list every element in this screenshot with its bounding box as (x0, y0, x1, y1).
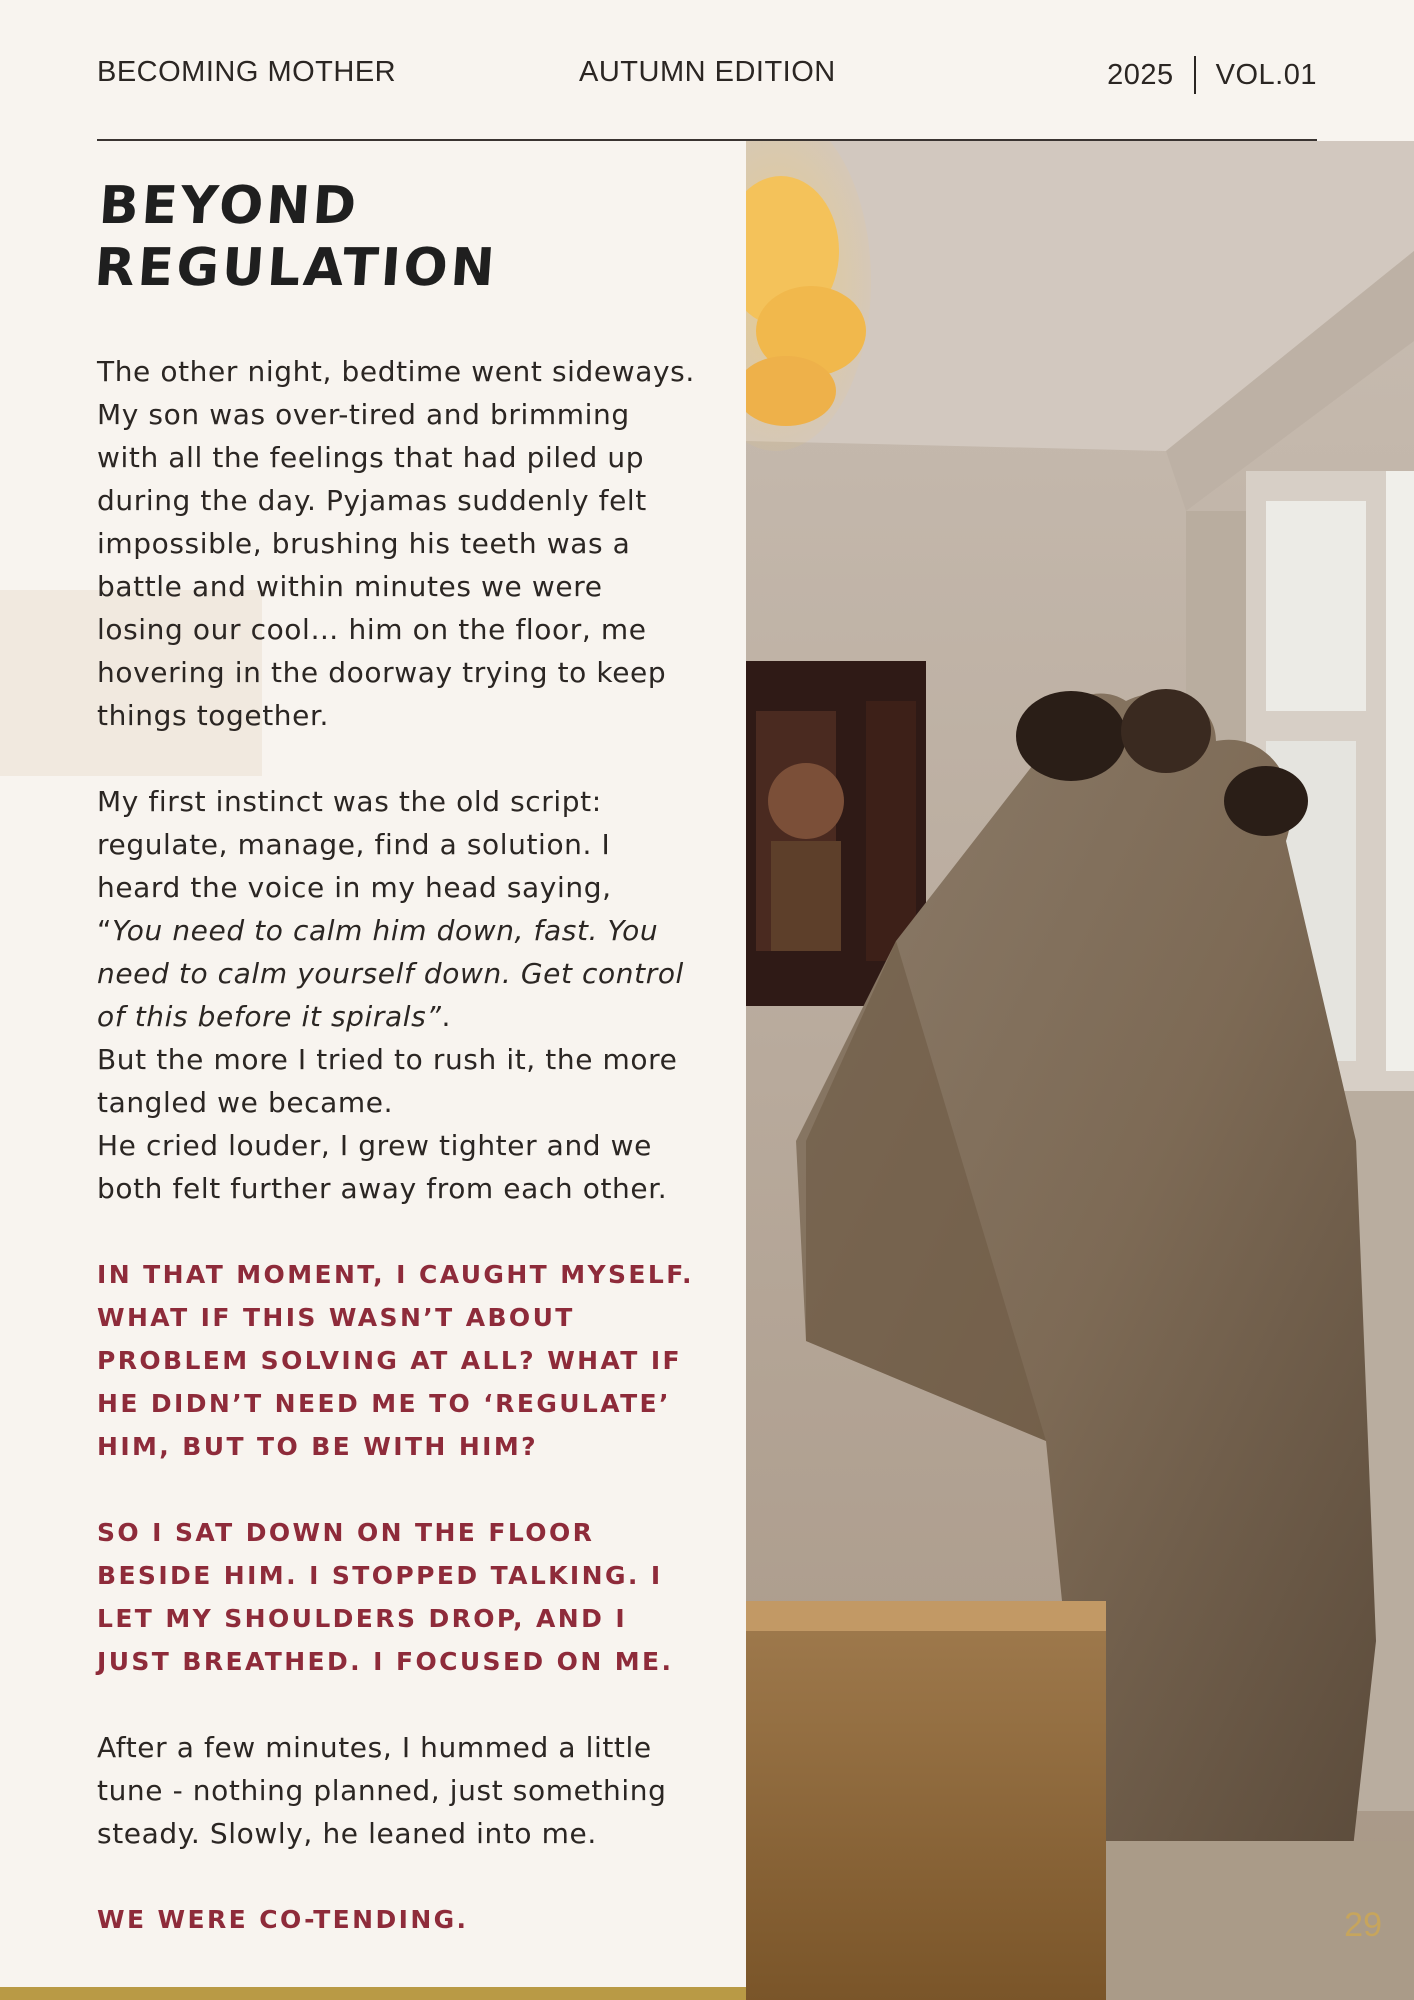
magazine-name: BECOMING MOTHER (97, 56, 397, 88)
quote-period: . (441, 1000, 451, 1033)
pull-quote-2: SO I SAT DOWN ON THE FLOOR BESIDE HIM. I STOPPED TALKING. I LET MY SHOULDERS DROP, AND I JUST BREATHED. I FOCUSED ON ME. (97, 1518, 674, 1676)
edition-label: AUTUMN EDITION (579, 56, 836, 88)
article-title: BEYOND REGULATION (92, 176, 500, 298)
article-column (92, 175, 697, 1941)
footer-accent-bar (0, 1987, 746, 2000)
header-divider (1194, 56, 1196, 94)
paragraph-2-line-3: He cried louder, I grew tighter and we both felt further away from each other. (97, 1129, 668, 1205)
page-number: 29 (1344, 1906, 1382, 1944)
pull-quote-1: IN THAT MOMENT, I CAUGHT MYSELF. WHAT IF THIS WASN’T ABOUT PROBLEM SOLVING AT ALL? WHAT IF HE DIDN’T NEED ME TO ‘REGULATE’ HIM, BUT TO BE WITH HIM? (97, 1260, 694, 1461)
magazine-header (97, 52, 1317, 92)
paragraph-2-lead: My first instinct was the old script: regulate, manage, find a solution. I heard the voice in my head saying, (97, 785, 612, 904)
issue-volume: VOL.01 (1215, 58, 1317, 91)
paragraph-2-line-2: But the more I tried to rush it, the more tangled we became. (97, 1043, 678, 1119)
inner-voice-quote: You need to calm him down, fast. You need to calm yourself down. Get control of this before it spirals” (97, 914, 684, 1033)
issue-info (1107, 56, 1317, 94)
pull-quote-3: WE WERE CO-TENDING. (97, 1905, 469, 1934)
quote-open-mark: “ (97, 914, 113, 947)
article-photo (746, 141, 1414, 2000)
paragraph-3: After a few minutes, I hummed a little tune - nothing planned, just something steady. Slowly, he leaned into me. (97, 1731, 667, 1850)
paragraph-2 (97, 780, 697, 1210)
issue-year: 2025 (1107, 58, 1174, 91)
paragraph-1: The other night, bedtime went sideways. My son was over-tired and brimming with all the feelings that had piled up during the day. Pyjamas suddenly felt impossible, brushing his teeth was a battle and within minutes we were losing our cool… him on the floor, me hovering in the doorway trying to keep things together. (97, 355, 695, 732)
